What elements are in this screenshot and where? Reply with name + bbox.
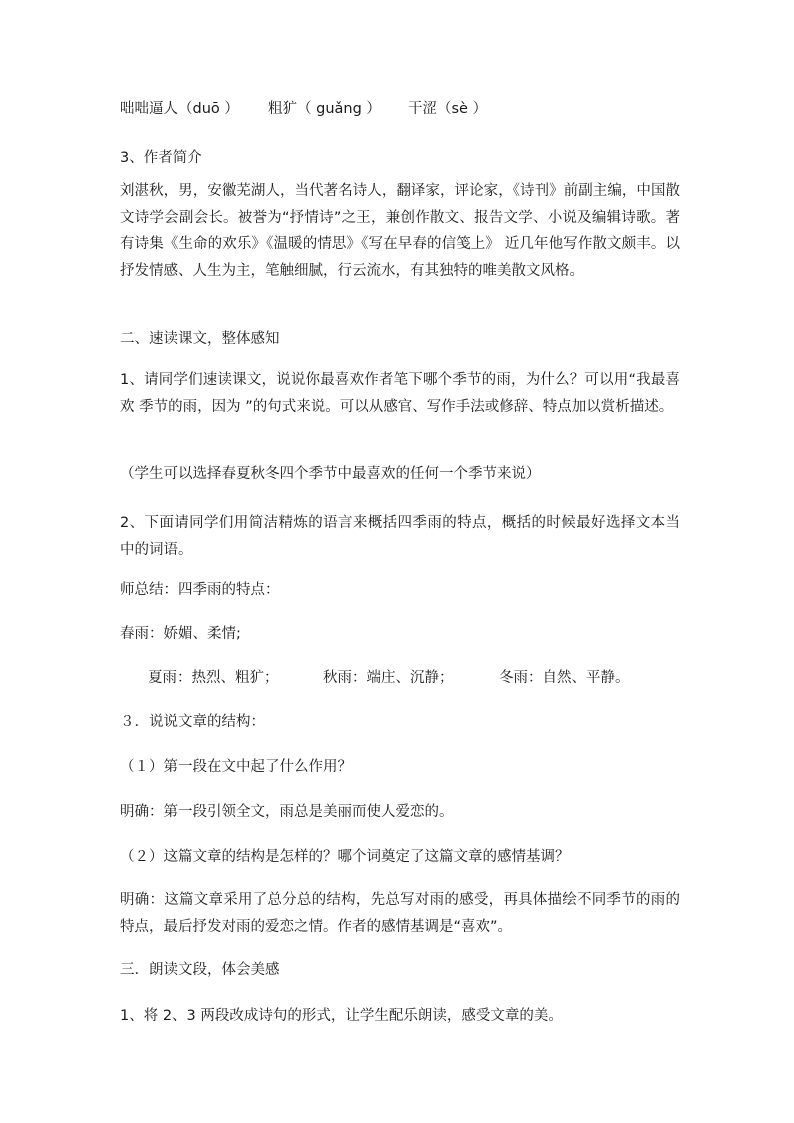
spring-rain: 春雨：娇媚、柔情; [120, 626, 241, 642]
pinyin-item-se: 干涩（sè ） [408, 101, 488, 117]
question-3-2: （２）这篇文章的结构是怎样的？哪个词奠定了这篇文章的感情基调？ [120, 849, 570, 865]
author-bio: 刘湛秋，男，安徽芜湖人，当代著名诗人，翻译家，评论家，《诗刊》前副主编，中国散文诗学会副会长。被誉为“抒情诗”之王，兼创作散文、报告文学、小说及编辑诗歌。著有诗集《生命的欢乐》《温暖的情思》《写在早春的信笺上》 近几年他写作散文颇丰。以抒发情感、人生为主，笔触细腻，行云流水，有其独特的唯美散文风格。 [120, 183, 680, 279]
question-1: 1、请同学们速读课文，说说你最喜欢作者笔下哪个季节的雨，为什么？可以用“我最喜欢 季节的雨，因为 ”的句式来说。可以从感官、写作手法或修辞、特点加以赏析描述。 [120, 372, 680, 415]
question-2: 2、下面请同学们用简洁精炼的语言来概括四季雨的特点，概括的时候最好选择文本当中的词语。 [120, 515, 680, 558]
section3-heading: 3、作者简介 [120, 150, 202, 166]
teacher-summary: 师总结：四季雨的特点： [120, 582, 280, 598]
pinyin-line [120, 97, 680, 121]
answer-3-1: 明确：第一段引领全文，雨总是美丽而使人爱恋的。 [120, 804, 454, 820]
answer-3-2: 明确：这篇文章采用了总分总的结构，先总写对雨的感受，再具体描绘不同季节的雨的特点，最后抒发对雨的爱恋之情。作者的感情基调是“喜欢”。 [120, 892, 680, 935]
question-3-1: （１）第一段在文中起了什么作用？ [120, 759, 352, 775]
pinyin-item-duo: 咄咄逼人（duō ） [120, 101, 239, 117]
summer-rain: 夏雨：热烈、粗犷； [148, 670, 279, 686]
season-row [148, 666, 688, 690]
pinyin-item-guang: 粗犷（ guǎng ） [268, 101, 381, 117]
part2-heading: 二、速读课文，整体感知 [120, 331, 280, 347]
question-1-note: （学生可以选择春夏秋冬四个季节中最喜欢的任何一个季节来说） [120, 466, 541, 482]
part3-question-1: 1、将 2、3 两段改成诗句的形式，让学生配乐朗读，感受文章的美。 [120, 1008, 563, 1024]
question-3: ３．说说文章的结构： [120, 714, 265, 730]
autumn-rain: 秋雨：端庄、沉静； [323, 670, 454, 686]
part3-heading: 三．朗读文段，体会美感 [120, 962, 280, 978]
winter-rain: 冬雨：自然、平静。 [499, 670, 630, 686]
